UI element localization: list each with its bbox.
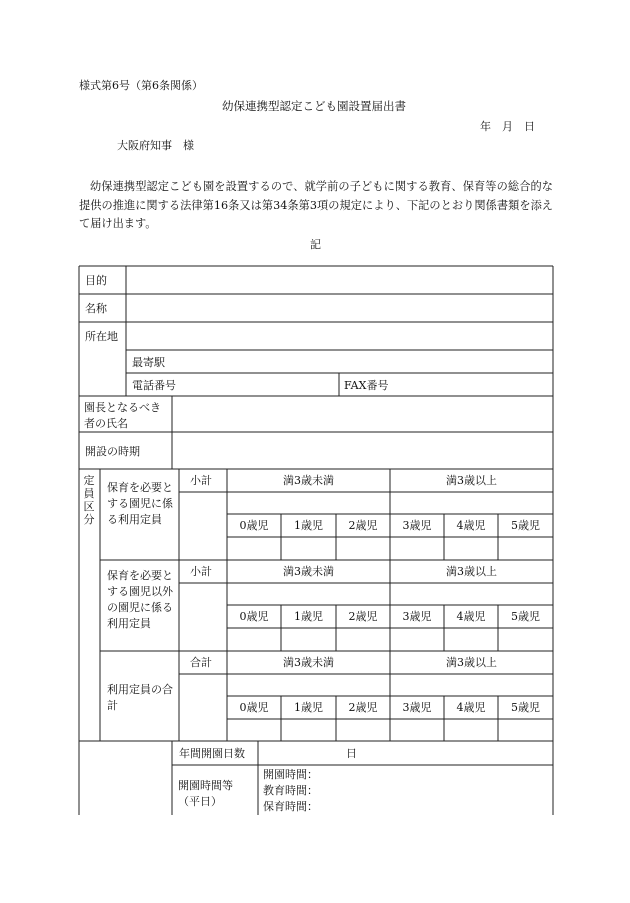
age-5-s2: 5歳児 xyxy=(511,610,540,623)
hours-care: 保育時間： xyxy=(263,800,318,813)
body-paragraph: 幼保連携型認定こども園を設置するので、就学前の子どもに関する教育、保育等の総合的な提供の推進に関する法律第16条又は第34条第3項の規定により、下記のとおり関係書類を添えて届け出ます。 xyxy=(79,180,553,230)
age-3-s1: 3歳児 xyxy=(402,519,432,532)
hours-label: 開園時間等（平日） xyxy=(178,779,233,808)
age-1-s1: 1歳児 xyxy=(294,519,323,532)
age-3-s3: 3歳児 xyxy=(402,701,432,714)
age-2-s2: 2歳児 xyxy=(348,610,378,623)
section-2-under3: 満3歳未満 xyxy=(283,565,334,578)
section-1-over3: 満3歳以上 xyxy=(446,474,497,487)
section-1-label: 保育を必要とする園児に係る利用定員 xyxy=(107,481,173,526)
age-0-s3: 0歳児 xyxy=(239,701,269,714)
age-5-s3: 5歳児 xyxy=(511,701,540,714)
phone-label: 電話番号 xyxy=(132,379,176,392)
age-4-s1: 4歳児 xyxy=(456,519,486,532)
section-2-over3: 満3歳以上 xyxy=(446,565,497,578)
age-1-s2: 1歳児 xyxy=(294,610,323,623)
director-label: 園長となるべき者の氏名 xyxy=(84,401,161,430)
section-2-label: 保育を必要とする園児以外の園児に係る利用定員 xyxy=(107,569,173,630)
age-0-s1: 0歳児 xyxy=(239,519,269,532)
age-4-s3: 4歳児 xyxy=(456,701,486,714)
section-1-subtotal: 小計 xyxy=(190,474,212,487)
annual-days-unit: 日 xyxy=(346,747,357,760)
name-label: 名称 xyxy=(85,302,107,315)
nearest-station-label: 最寄駅 xyxy=(132,356,165,369)
date-line: 年 月 日 xyxy=(480,120,535,133)
fax-label: FAX番号 xyxy=(344,379,389,392)
age-4-s2: 4歳児 xyxy=(456,610,486,623)
section-3-label: 利用定員の合計 xyxy=(107,683,173,712)
purpose-label: 目的 xyxy=(85,274,107,287)
section-1-under3: 満3歳未満 xyxy=(283,474,334,487)
age-1-s3: 1歳児 xyxy=(294,701,323,714)
section-3-under3: 満3歳未満 xyxy=(283,656,334,669)
age-2-s1: 2歳児 xyxy=(348,519,378,532)
annual-days-label: 年間開園日数 xyxy=(179,747,245,760)
age-2-s3: 2歳児 xyxy=(348,701,378,714)
section-3-over3: 満3歳以上 xyxy=(446,656,497,669)
form-number: 様式第6号（第6条関係） xyxy=(79,79,203,92)
document-title: 幼保連携型認定こども園設置届出書 xyxy=(222,99,406,113)
opening-time-label: 開設の時期 xyxy=(85,445,140,458)
age-3-s2: 3歳児 xyxy=(402,610,432,623)
age-5-s1: 5歳児 xyxy=(511,519,540,532)
section-2-subtotal: 小計 xyxy=(190,565,212,578)
section-3-total: 合計 xyxy=(190,656,212,669)
age-0-s2: 0歳児 xyxy=(239,610,269,623)
location-label: 所在地 xyxy=(85,330,118,343)
addressee: 大阪府知事 様 xyxy=(117,139,194,152)
hours-education: 教育時間： xyxy=(263,784,318,797)
ki-label: 記 xyxy=(310,238,321,251)
hours-open: 開園時間： xyxy=(263,768,318,781)
capacity-category-label: 定員区分 xyxy=(83,474,95,526)
